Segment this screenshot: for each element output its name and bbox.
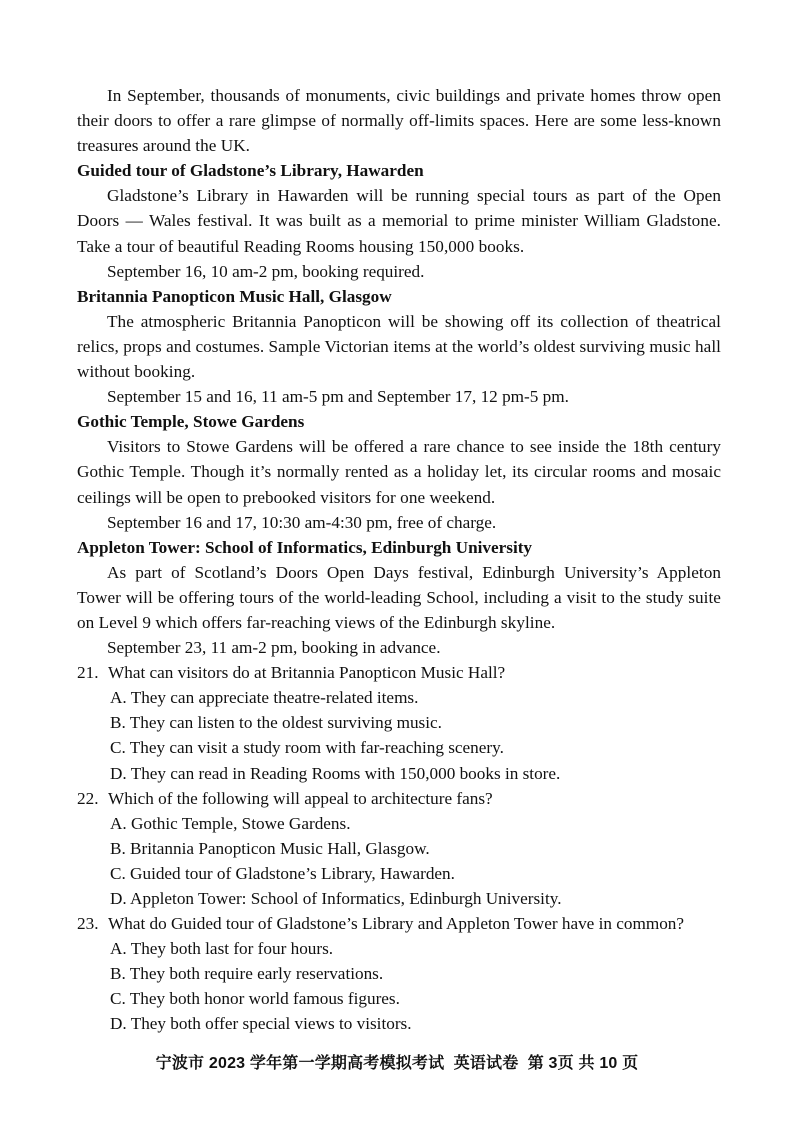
question-21-number: 21.: [77, 663, 99, 683]
document-body: [77, 83, 721, 1037]
question-22-option-c[interactable]: C. Guided tour of Gladstone’s Library, Hawarden.: [110, 863, 455, 883]
question-22-number: 22.: [77, 788, 99, 808]
section-schedule-gladstones-library: September 16, 10 am-2 pm, booking required.: [107, 261, 425, 281]
question-23-option-b[interactable]: B. They both require early reservations.: [110, 964, 384, 984]
question-22-option-d[interactable]: D. Appleton Tower: School of Informatics, Edinburgh University.: [110, 889, 562, 908]
question-23-number: 23.: [77, 914, 99, 934]
question-21-option-c[interactable]: C. They can visit a study room with far-reaching scenery.: [110, 738, 504, 758]
question-22-option-a[interactable]: A. Gothic Temple, Stowe Gardens.: [110, 813, 351, 833]
section-body-appleton-tower: As part of Scotland’s Doors Open Days festival, Edinburgh University’s Appleton Tower will be offering tours of the world-leading School, including a visit to the study suite on Level 9 which offers far-reaching views of the Edinburgh skyline.: [77, 562, 721, 632]
question-22-stem: [77, 786, 721, 811]
question-22: [77, 786, 721, 911]
question-23-option-a[interactable]: A. They both last for four hours.: [110, 939, 334, 959]
section-body-britannia-panopticon: The atmospheric Britannia Panopticon will be showing off its collection of theatrical relics, props and costumes. Sample Victorian items at the world’s oldest surviving music hall without booking.: [77, 311, 721, 382]
question-23-option-c[interactable]: C. They both honor world famous figures.: [110, 989, 400, 1009]
intro-paragraph: In September, thousands of monuments, civic buildings and private homes throw open their doors to offer a rare glimpse of normally off-limits spaces. Here are some less-known treasures around the UK.: [77, 86, 721, 156]
question-21-text: What can visitors do at Britannia Panopticon Music Hall?: [108, 663, 506, 683]
section-schedule-gothic-temple: September 16 and 17, 10:30 am-4:30 pm, free of charge.: [107, 512, 497, 532]
question-21-option-b[interactable]: B. They can listen to the oldest surviving music.: [110, 713, 442, 733]
question-23-stem: [77, 911, 721, 936]
section-heading-appleton-tower: Appleton Tower: School of Informatics, Edinburgh University: [77, 537, 533, 557]
section-heading-gladstones-library: Guided tour of Gladstone’s Library, Hawarden: [77, 161, 424, 181]
section-schedule-britannia-panopticon: September 15 and 16, 11 am-5 pm and September 17, 12 pm-5 pm.: [107, 387, 569, 407]
section-body-gladstones-library: Gladstone’s Library in Hawarden will be running special tours as part of the Open Doors — Wales festival. It was built as a memorial to prime minister William Gladstone. Take a tour of beautiful Reading Rooms housing 150,000 books.: [77, 186, 721, 256]
question-21: [77, 660, 721, 785]
question-21-stem: [77, 660, 721, 685]
question-22-text: Which of the following will appeal to architecture fans?: [108, 788, 493, 808]
section-schedule-appleton-tower: September 23, 11 am-2 pm, booking in advance.: [107, 638, 441, 658]
question-22-option-b[interactable]: B. Britannia Panopticon Music Hall, Glasgow.: [110, 838, 430, 858]
question-21-option-a[interactable]: A. They can appreciate theatre-related items.: [110, 688, 419, 708]
page-footer: 宁波市 2023 学年第一学期高考模拟考试 英语试卷 第 3页 共 10 页: [155, 1055, 639, 1072]
section-body-gothic-temple: Visitors to Stowe Gardens will be offered a rare chance to see inside the 18th century Gothic Temple. Though it’s normally rented as a holiday let, its circular rooms and mosaic ceilings will be open to prebooked visitors for one weekend.: [77, 437, 721, 507]
question-21-option-d[interactable]: D. They can read in Reading Rooms with 150,000 books in store.: [110, 763, 561, 783]
question-23-option-d[interactable]: D. They both offer special views to visitors.: [110, 1014, 412, 1034]
section-heading-gothic-temple: Gothic Temple, Stowe Gardens: [77, 412, 305, 432]
question-23: [77, 911, 721, 1036]
section-heading-britannia-panopticon: Britannia Panopticon Music Hall, Glasgow: [77, 286, 392, 306]
question-23-text: What do Guided tour of Gladstone’s Library and Appleton Tower have in common?: [108, 914, 685, 934]
